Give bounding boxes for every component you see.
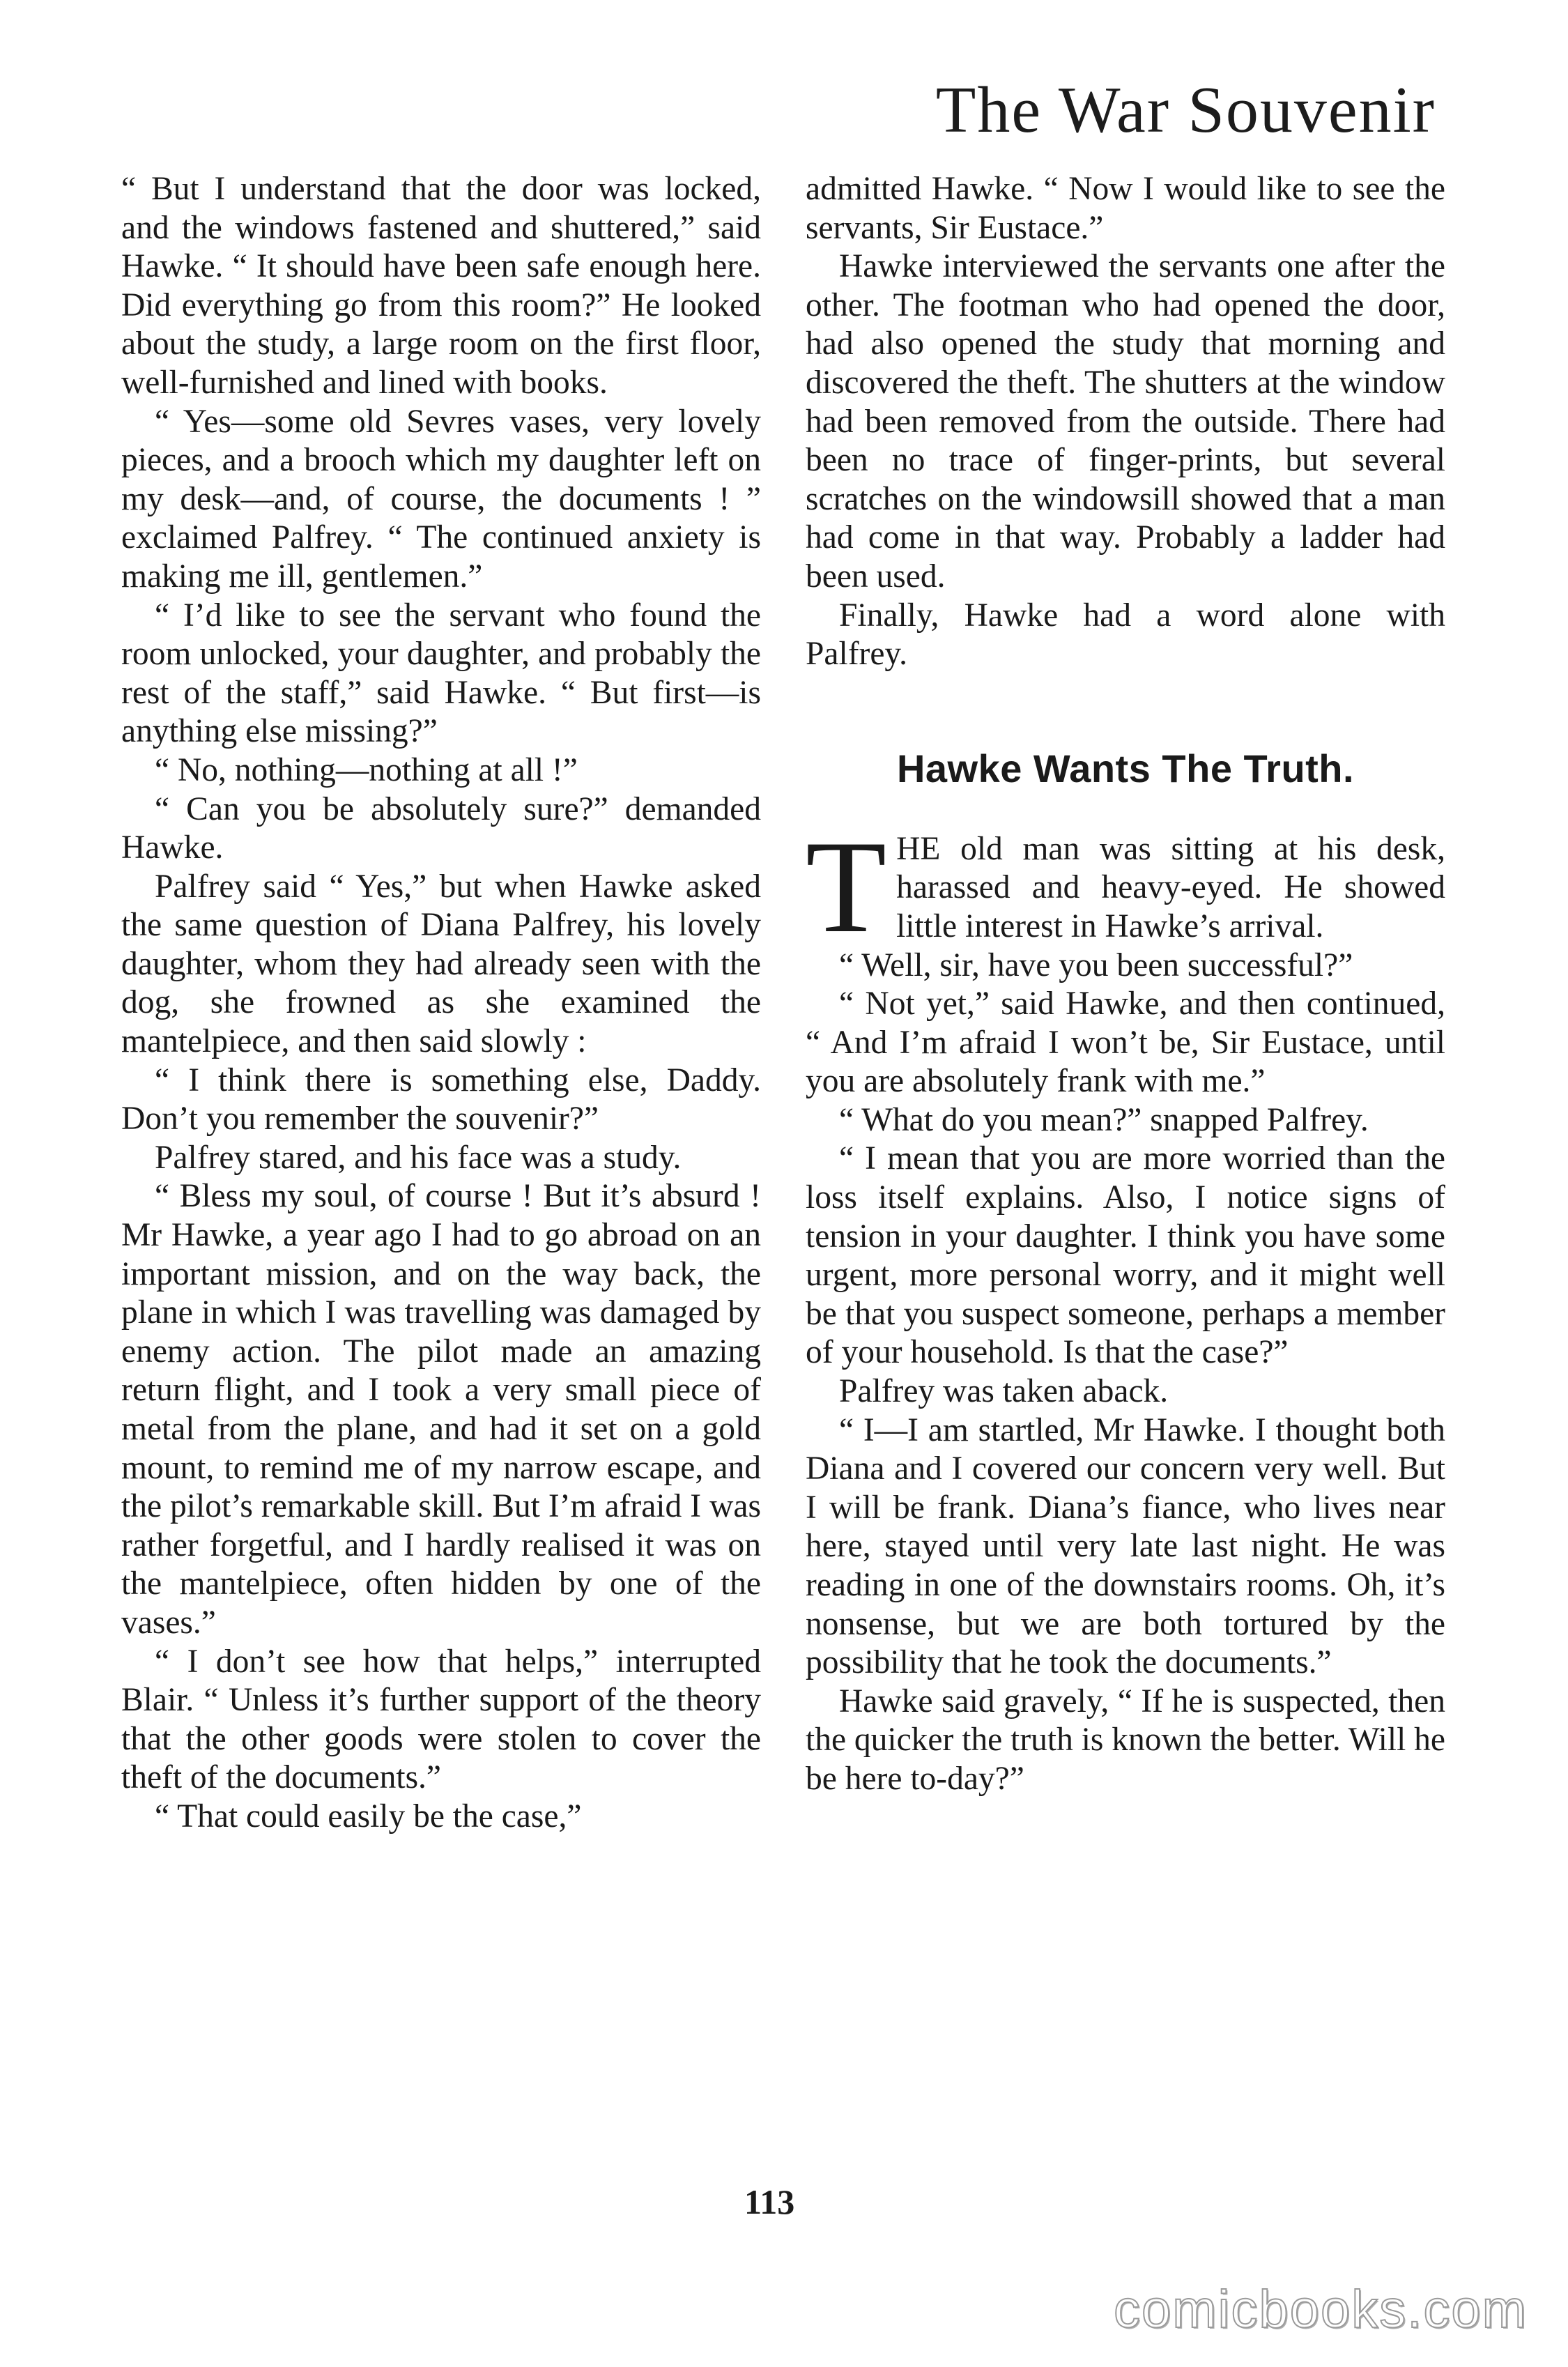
paragraph: Hawke said gravely, “ If he is suspected, then the quicker the truth is known the better. Will he be here to-day?”	[806, 1683, 1445, 1797]
paragraph: “ I don’t see how that helps,” interrupted Blair. “ Unless it’s further support of the theory that the other goods were stolen to cover the theft of the documents.”	[121, 1643, 761, 1796]
paragraph: “ What do you mean?” snapped Palfrey.	[839, 1101, 1369, 1138]
watermark: comicbooks.com	[1114, 2280, 1528, 2339]
paragraph: “ No, nothing—nothing at all !”	[155, 751, 578, 788]
paragraph: “ I think there is something else, Daddy. Don’t you remember the souvenir?”	[121, 1062, 761, 1137]
left-column	[121, 170, 761, 1837]
running-title: The War Souvenir	[935, 74, 1436, 146]
paragraph: “ That could easily be the case,”	[155, 1798, 582, 1834]
paragraph: Palfrey said “ Yes,” but when Hawke asked the same question of Diana Palfrey, his lovely daughter, whom they had already seen with the dog, she frowned as she examined the mantelpiece, and then said slowly :	[121, 868, 761, 1060]
right-column	[806, 170, 1445, 1799]
section-heading: Hawke Wants The Truth.	[896, 746, 1355, 790]
paragraph: “ Not yet,” said Hawke, and then continued, “ And I’m afraid I won’t be, Sir Eustace, until you are absolutely frank with me.”	[806, 986, 1445, 1100]
paragraph: Finally, Hawke had a word alone with Palfrey.	[806, 597, 1445, 673]
page-number: 113	[744, 2182, 795, 2221]
paragraph: “ I’d like to see the servant who found the room unlocked, your daughter, and probably the rest of the staff,” said Hawke. “ But first—is anything else missing?”	[121, 597, 761, 750]
paragraph: “ Well, sir, have you been successful?”	[839, 947, 1353, 983]
paragraph: “ Yes—some old Sevres vases, very lovely pieces, and a brooch which my daughter left on my desk—and, of course, the documents ! ” exclaimed Palfrey. “ The continued anxiety is making me ill, gentlemen.”	[121, 403, 761, 595]
dropcap-paragraph	[806, 813, 1445, 960]
dropcap: T	[806, 813, 887, 960]
paragraph: “ I mean that you are more worried than the loss itself explains. Also, I notice signs of tension in your daughter. I think you have some urgent, more personal worry, and it might well be that you suspect someone, perhaps a member of your household. Is that the case?”	[806, 1140, 1445, 1371]
paragraph: “ I—I am startled, Mr Hawke. I thought both Diana and I covered our concern very well. But I will be frank. Diana’s fiance, who lives near here, stayed until very late last night. He was reading in one of the downstairs rooms. Oh, it’s nonsense, but we are both tortured by the possibility that he took the documents.”	[806, 1411, 1445, 1681]
dropcap-paragraph-text: HE old man was sitting at his desk, harassed and heavy-eyed. He showed little interest in Hawke’s arrival.	[896, 830, 1445, 944]
paragraph: “ Can you be absolutely sure?” demanded Hawke.	[121, 790, 761, 866]
paragraph: admitted Hawke. “ Now I would like to see the servants, Sir Eustace.”	[806, 171, 1445, 246]
paragraph: “ But I understand that the door was locked, and the windows fastened and shuttered,” said Hawke. “ It should have been safe enough here. Did everything go from this room?” He looked about the study, a large room on the first floor, well-furnished and lined with books.	[121, 171, 761, 401]
paragraph: Hawke interviewed the servants one after the other. The footman who had opened the door, had also opened the study that morning and discovered the theft. The shutters at the window had been removed from the outside. There had been no trace of finger-prints, but several scratches on the windowsill showed that a man had come in that way. Probably a ladder had been used.	[806, 248, 1445, 595]
paragraph: Palfrey was taken aback.	[839, 1373, 1169, 1410]
paragraph: “ Bless my soul, of course ! But it’s absurd ! Mr Hawke, a year ago I had to go abroad on an important mission, and on the way back, the plane in which I was travelling was damaged by enemy action. The pilot made an amazing return flight, and I took a very small piece of metal from the plane, and had it set on a gold mount, to remind me of my narrow escape, and the pilot’s remarkable skill. But I’m afraid I was rather forgetful, and I hardly realised it was on the mantelpiece, often hidden by one of the vases.”	[121, 1178, 761, 1641]
paragraph: Palfrey stared, and his face was a study.	[155, 1139, 682, 1176]
